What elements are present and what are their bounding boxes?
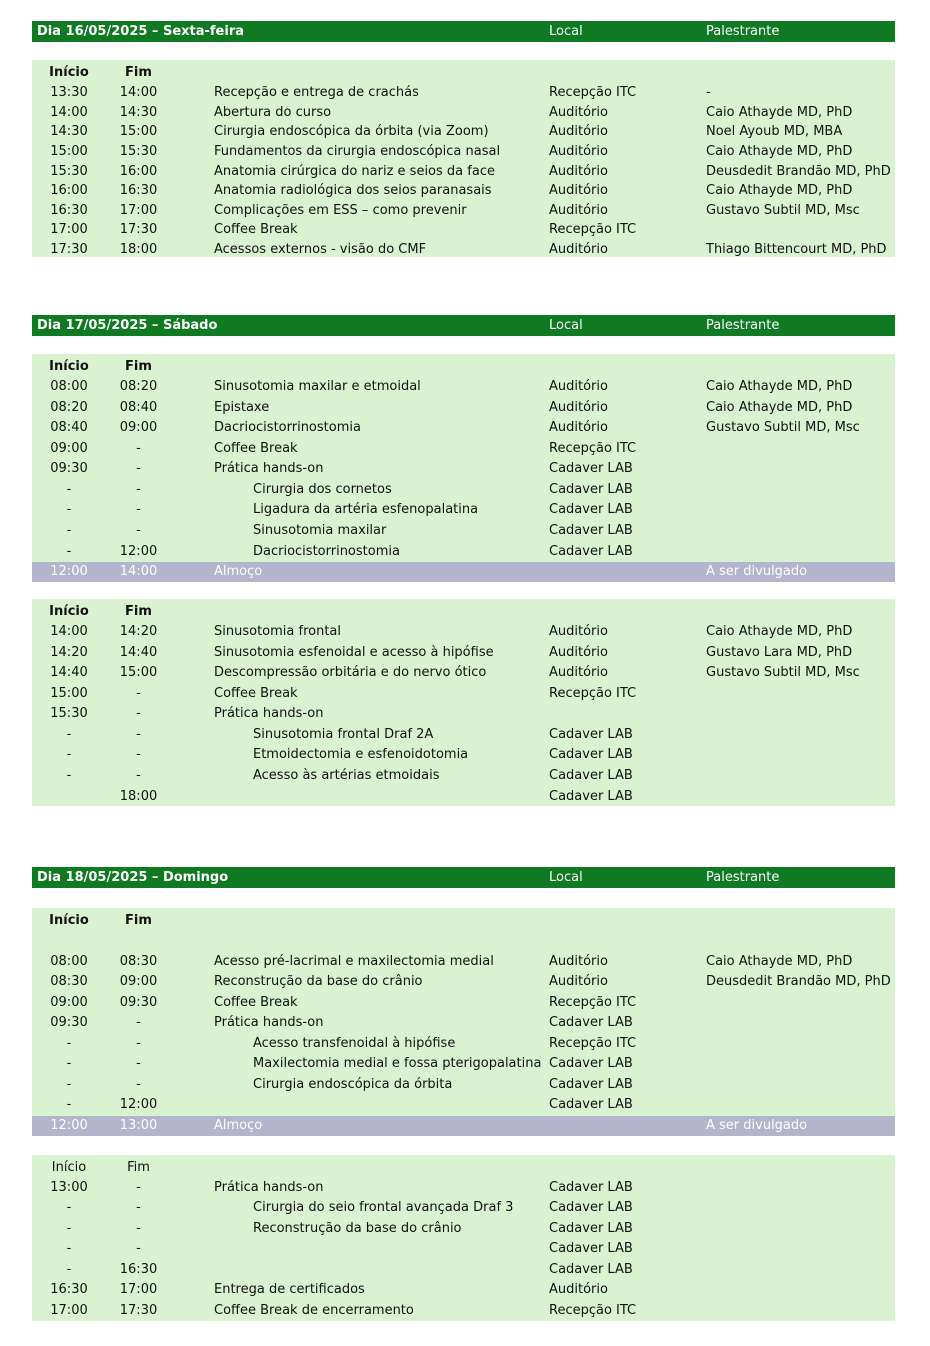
start-time: 08:20 <box>50 400 88 415</box>
activity: Cirurgia endoscópica da órbita <box>253 1077 453 1092</box>
activity: Sinusotomia maxilar e etmoidal <box>214 379 421 394</box>
start-time: - <box>66 1200 72 1215</box>
table-row <box>32 684 895 704</box>
start-time: - <box>66 523 72 538</box>
start-time: 08:00 <box>50 954 88 969</box>
schedule-block <box>32 354 895 579</box>
end-time: 17:00 <box>119 203 158 218</box>
start-time: 15:30 <box>50 706 88 721</box>
start-time: - <box>66 1056 72 1071</box>
table-row <box>32 725 895 745</box>
speaker: Gustavo Subtil MD, Msc <box>706 420 860 435</box>
end-time: - <box>136 706 141 721</box>
activity: Recepção e entrega de crachás <box>214 85 419 100</box>
start-time: 15:30 <box>50 164 88 179</box>
activity: Cirurgia dos cornetos <box>253 482 392 497</box>
activity: Almoço <box>214 564 263 579</box>
table-row <box>32 1301 895 1321</box>
table-row <box>32 377 895 397</box>
end-time: 08:30 <box>119 954 158 969</box>
day-date-title: Dia 16/05/2025 – Sexta-feira <box>37 24 245 39</box>
speaker: Caio Athayde MD, PhD <box>706 105 853 120</box>
start-time: 09:00 <box>50 995 88 1010</box>
start-time: - <box>66 502 72 517</box>
start-time: 09:00 <box>50 441 88 456</box>
end-time: - <box>136 441 141 456</box>
table-row <box>32 972 895 992</box>
location: Cadaver LAB <box>549 523 633 538</box>
table-row <box>32 1280 895 1300</box>
table-row <box>32 459 895 479</box>
end-time: - <box>136 1200 141 1215</box>
activity: Reconstrução da base do crânio <box>253 1221 462 1236</box>
activity: Complicações em ESS – como prevenir <box>214 203 467 218</box>
start-time: 15:00 <box>50 686 88 701</box>
end-time: - <box>136 502 141 517</box>
activity: Prática hands-on <box>214 461 324 476</box>
table-row <box>32 952 895 972</box>
end-time: - <box>136 727 141 742</box>
location: Auditório <box>549 379 608 394</box>
activity: Etmoidectomia e esfenoidotomia <box>253 747 469 762</box>
table-row <box>32 201 895 221</box>
end-time: - <box>136 1015 141 1030</box>
table-row <box>32 1239 895 1259</box>
table-row <box>32 83 895 103</box>
speaker: Caio Athayde MD, PhD <box>706 624 853 639</box>
speaker: Deusdedit Brandão MD, PhD <box>706 164 891 179</box>
activity: Prática hands-on <box>214 706 324 721</box>
table-row <box>32 766 895 786</box>
activity: Coffee Break <box>214 222 298 237</box>
end-column-header: Fim <box>125 604 152 619</box>
activity: Ligadura da artéria esfenopalatina <box>253 502 479 517</box>
activity: Prática hands-on <box>214 1180 324 1195</box>
end-time: 15:00 <box>119 124 158 139</box>
end-time: 14:00 <box>119 85 158 100</box>
activity: Prática hands-on <box>214 1015 324 1030</box>
activity: Sinusotomia frontal <box>214 624 341 639</box>
column-header-row <box>32 602 895 622</box>
speaker: Caio Athayde MD, PhD <box>706 954 853 969</box>
table-row <box>32 398 895 418</box>
end-time: - <box>136 747 141 762</box>
speaker: A ser divulgado <box>706 564 808 579</box>
local-column-header: Local <box>549 24 583 39</box>
activity: Entrega de certificados <box>214 1282 365 1297</box>
speaker: Caio Athayde MD, PhD <box>706 379 853 394</box>
lunch-row <box>32 1116 895 1136</box>
end-time: - <box>136 461 141 476</box>
end-column-header: Fim <box>125 913 152 928</box>
speaker: Gustavo Subtil MD, Msc <box>706 665 860 680</box>
activity: Acesso pré-lacrimal e maxilectomia medial <box>214 954 494 969</box>
location: Cadaver LAB <box>549 1200 633 1215</box>
location: Cadaver LAB <box>549 1262 633 1277</box>
speaker: Caio Athayde MD, PhD <box>706 400 853 415</box>
column-header-row <box>32 911 895 931</box>
end-time: 14:00 <box>119 564 158 579</box>
location: Recepção ITC <box>549 1036 637 1051</box>
end-time: - <box>136 482 141 497</box>
start-time: 16:30 <box>50 1282 88 1297</box>
table-row <box>32 122 895 142</box>
start-time: - <box>66 1241 72 1256</box>
end-time: 16:00 <box>119 164 158 179</box>
table-row <box>32 993 895 1013</box>
end-time: 14:30 <box>119 105 158 120</box>
table-row <box>32 542 895 562</box>
location: Cadaver LAB <box>549 1221 633 1236</box>
table-row <box>32 220 895 240</box>
activity: Dacriocistorrinostomia <box>214 420 361 435</box>
table-row <box>32 704 895 724</box>
table-row <box>32 1095 895 1115</box>
speaker: Gustavo Lara MD, PhD <box>706 645 853 660</box>
table-row <box>32 643 895 663</box>
start-time: 14:00 <box>50 624 88 639</box>
location: Auditório <box>549 665 608 680</box>
day-date-title: Dia 18/05/2025 – Domingo <box>37 870 229 885</box>
speaker: Gustavo Subtil MD, Msc <box>706 203 860 218</box>
table-row <box>32 521 895 541</box>
end-time: 12:00 <box>119 544 158 559</box>
table-row <box>32 1054 895 1074</box>
day-header <box>32 315 895 336</box>
speaker-column-header: Palestrante <box>706 318 780 333</box>
table-row <box>32 1034 895 1054</box>
start-column-header: Início <box>51 1160 87 1175</box>
table-row <box>32 1260 895 1280</box>
end-time: 12:00 <box>119 1097 158 1112</box>
location: Recepção ITC <box>549 995 637 1010</box>
end-time: 08:40 <box>119 400 158 415</box>
start-time: - <box>66 747 72 762</box>
location: Auditório <box>549 1282 608 1297</box>
start-time: 16:00 <box>50 183 88 198</box>
start-time: - <box>66 1262 72 1277</box>
end-time: 18:00 <box>119 789 158 804</box>
activity: Coffee Break de encerramento <box>214 1303 414 1318</box>
end-time: - <box>136 1036 141 1051</box>
table-row <box>32 162 895 182</box>
start-time: 14:30 <box>50 124 88 139</box>
schedule-block <box>32 60 895 257</box>
schedule-block <box>32 1155 895 1321</box>
activity: Cirurgia endoscópica da órbita (via Zoom) <box>214 124 489 139</box>
column-header-row <box>32 63 895 83</box>
activity: Descompressão orbitária e do nervo ótico <box>214 665 487 680</box>
speaker: Noel Ayoub MD, MBA <box>706 124 843 139</box>
location: Cadaver LAB <box>549 727 633 742</box>
activity: Cirurgia do seio frontal avançada Draf 3 <box>253 1200 514 1215</box>
day-date-title: Dia 17/05/2025 – Sábado <box>37 318 218 333</box>
start-time: 14:20 <box>50 645 88 660</box>
table-row <box>32 1198 895 1218</box>
start-time: - <box>66 1221 72 1236</box>
start-column-header: Início <box>49 913 89 928</box>
column-header-row <box>32 1158 895 1178</box>
start-time: 08:30 <box>50 974 88 989</box>
location: Auditório <box>549 974 608 989</box>
activity: Sinusotomia maxilar <box>253 523 387 538</box>
end-time: - <box>136 1180 141 1195</box>
start-time: - <box>66 1077 72 1092</box>
start-time: 13:00 <box>50 1180 88 1195</box>
start-time: - <box>66 544 72 559</box>
location: Cadaver LAB <box>549 502 633 517</box>
location: Auditório <box>549 624 608 639</box>
location: Recepção ITC <box>549 686 637 701</box>
end-time: - <box>136 1077 141 1092</box>
end-time: 16:30 <box>119 183 158 198</box>
activity: Acessos externos - visão do CMF <box>214 242 427 257</box>
end-time: 15:00 <box>119 665 158 680</box>
activity: Epistaxe <box>214 400 270 415</box>
table-row <box>32 418 895 438</box>
location: Recepção ITC <box>549 1303 637 1318</box>
table-row <box>32 103 895 123</box>
lunch-row <box>32 562 895 582</box>
activity: Maxilectomia medial e fossa pterigopalatina <box>253 1056 542 1071</box>
end-time: - <box>136 1241 141 1256</box>
start-time: - <box>66 1036 72 1051</box>
speaker: Thiago Bittencourt MD, PhD <box>706 242 887 257</box>
table-row <box>32 622 895 642</box>
location: Auditório <box>549 124 608 139</box>
activity: Sinusotomia esfenoidal e acesso à hipófise <box>214 645 494 660</box>
activity: Abertura do curso <box>214 105 332 120</box>
start-time: 14:00 <box>50 105 88 120</box>
location: Auditório <box>549 144 608 159</box>
activity: Fundamentos da cirurgia endoscópica nasal <box>214 144 501 159</box>
table-row <box>32 181 895 201</box>
location: Cadaver LAB <box>549 544 633 559</box>
location: Auditório <box>549 420 608 435</box>
start-time: 08:00 <box>50 379 88 394</box>
activity: Almoço <box>214 1118 263 1133</box>
location: Recepção ITC <box>549 222 637 237</box>
end-column-header: Fim <box>127 1160 150 1175</box>
location: Recepção ITC <box>549 441 637 456</box>
start-time: 17:00 <box>50 222 88 237</box>
activity: Coffee Break <box>214 686 298 701</box>
start-time: 09:30 <box>50 461 88 476</box>
location: Cadaver LAB <box>549 1241 633 1256</box>
activity: Sinusotomia frontal Draf 2A <box>253 727 434 742</box>
table-row <box>32 1178 895 1198</box>
local-column-header: Local <box>549 870 583 885</box>
start-time: - <box>66 1097 72 1112</box>
location: Auditório <box>549 242 608 257</box>
schedule-block <box>32 599 895 806</box>
location: Cadaver LAB <box>549 461 633 476</box>
end-column-header: Fim <box>125 65 152 80</box>
end-time: 16:30 <box>119 1262 158 1277</box>
end-time: 14:40 <box>119 645 158 660</box>
end-time: 13:00 <box>119 1118 158 1133</box>
end-time: - <box>136 523 141 538</box>
location: Auditório <box>549 954 608 969</box>
location: Cadaver LAB <box>549 482 633 497</box>
speaker-column-header: Palestrante <box>706 24 780 39</box>
end-time: 09:00 <box>119 420 158 435</box>
end-time: 17:00 <box>119 1282 158 1297</box>
start-time: 17:00 <box>50 1303 88 1318</box>
location: Cadaver LAB <box>549 1015 633 1030</box>
local-column-header: Local <box>549 318 583 333</box>
end-time: - <box>136 768 141 783</box>
start-column-header: Início <box>49 65 89 80</box>
end-time: 09:00 <box>119 974 158 989</box>
start-time: 17:30 <box>50 242 88 257</box>
start-time: 14:40 <box>50 665 88 680</box>
location: Cadaver LAB <box>549 1097 633 1112</box>
table-row <box>32 480 895 500</box>
start-time: 13:30 <box>50 85 88 100</box>
table-row <box>32 240 895 260</box>
start-time: 16:30 <box>50 203 88 218</box>
end-time: 08:20 <box>119 379 158 394</box>
end-time: 17:30 <box>119 222 158 237</box>
activity: Coffee Break <box>214 441 298 456</box>
day-header <box>32 867 895 888</box>
table-row <box>32 1013 895 1033</box>
location: Auditório <box>549 645 608 660</box>
start-column-header: Início <box>49 359 89 374</box>
activity: Reconstrução da base do crânio <box>214 974 423 989</box>
start-time: 12:00 <box>50 1118 88 1133</box>
table-row <box>32 500 895 520</box>
location: Auditório <box>549 164 608 179</box>
table-row <box>32 1219 895 1239</box>
activity: Coffee Break <box>214 995 298 1010</box>
start-time: 09:30 <box>50 1015 88 1030</box>
location: Auditório <box>549 183 608 198</box>
start-time: 08:40 <box>50 420 88 435</box>
start-time: 15:00 <box>50 144 88 159</box>
end-time: 15:30 <box>119 144 158 159</box>
start-time: - <box>66 727 72 742</box>
end-time: - <box>136 1221 141 1236</box>
activity: Anatomia cirúrgica do nariz e seios da face <box>214 164 495 179</box>
table-row <box>32 1075 895 1095</box>
end-time: 18:00 <box>119 242 158 257</box>
location: Auditório <box>549 105 608 120</box>
location: Cadaver LAB <box>549 1077 633 1092</box>
table-row <box>32 663 895 683</box>
location: Cadaver LAB <box>549 747 633 762</box>
end-time: 14:20 <box>119 624 158 639</box>
table-row <box>32 787 895 807</box>
start-time: 12:00 <box>50 564 88 579</box>
speaker: Caio Athayde MD, PhD <box>706 183 853 198</box>
location: Cadaver LAB <box>549 789 633 804</box>
activity: Dacriocistorrinostomia <box>253 544 400 559</box>
day-header <box>32 21 895 42</box>
location: Recepção ITC <box>549 85 637 100</box>
speaker: - <box>706 85 711 100</box>
start-column-header: Início <box>49 604 89 619</box>
column-header-row <box>32 357 895 377</box>
activity: Anatomia radiológica dos seios paranasais <box>214 183 492 198</box>
schedule-block <box>32 908 895 1135</box>
end-time: 09:30 <box>119 995 158 1010</box>
speaker: Caio Athayde MD, PhD <box>706 144 853 159</box>
table-row <box>32 745 895 765</box>
location: Cadaver LAB <box>549 1056 633 1071</box>
end-time: - <box>136 686 141 701</box>
start-time: - <box>66 482 72 497</box>
end-time: - <box>136 1056 141 1071</box>
speaker: A ser divulgado <box>706 1118 808 1133</box>
speaker: Deusdedit Brandão MD, PhD <box>706 974 891 989</box>
location: Auditório <box>549 203 608 218</box>
activity: Acesso transfenoidal à hipófise <box>253 1036 456 1051</box>
end-time: 17:30 <box>119 1303 158 1318</box>
table-row <box>32 142 895 162</box>
speaker-column-header: Palestrante <box>706 870 780 885</box>
location: Cadaver LAB <box>549 768 633 783</box>
location: Cadaver LAB <box>549 1180 633 1195</box>
start-time: - <box>66 768 72 783</box>
end-column-header: Fim <box>125 359 152 374</box>
table-row <box>32 439 895 459</box>
activity: Acesso às artérias etmoidais <box>253 768 440 783</box>
location: Auditório <box>549 400 608 415</box>
